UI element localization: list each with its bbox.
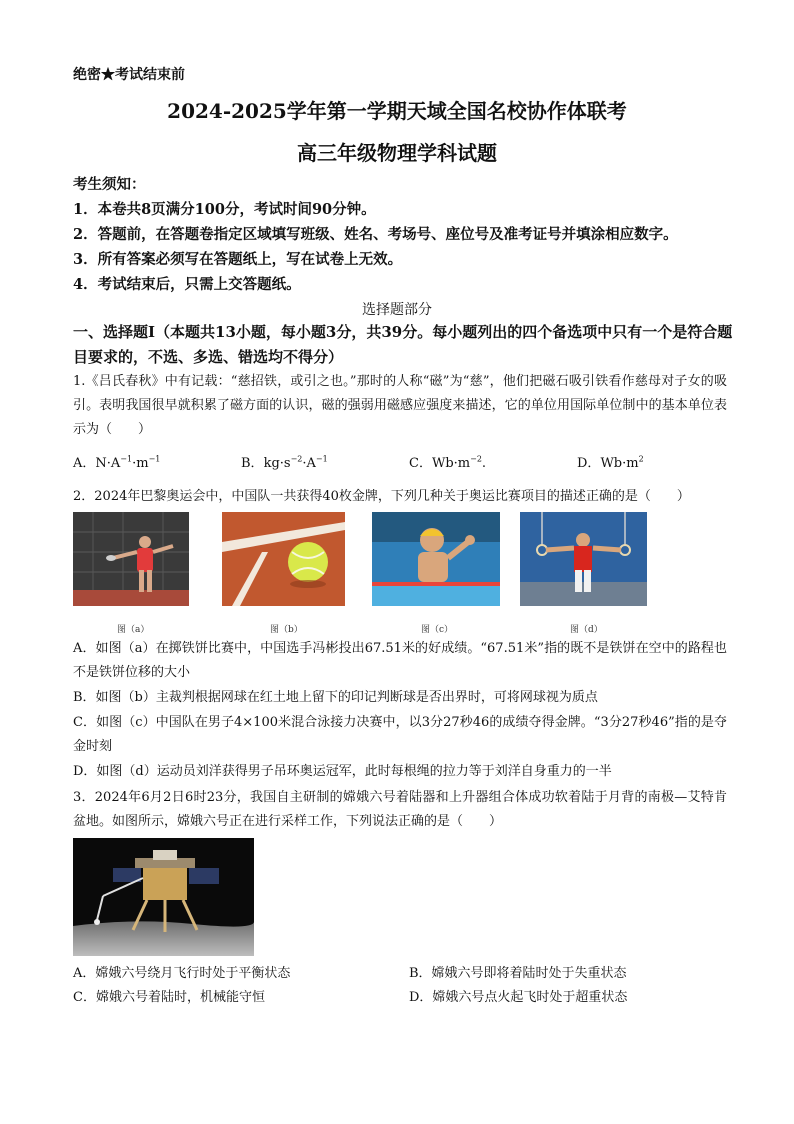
q1-stem: 1.《吕氏春秋》中有记载：“慈招铁，或引之也。”那时的人称“磁”为“慈”，他们把磁石吸引铁看作慈母对子女的吸引。表明我国很早就积累了磁方面的认识，磁的强弱用磁感应强度来描述，它的单位用国际单位制中的基本单位表示为（ ） — [73, 374, 727, 437]
q1-option-b: B．$kg\cdot s^{-2}\cdot A^{-1}$ — [241, 454, 328, 471]
q1-option-d: D．$Wb\cdot m^2$ — [577, 454, 644, 471]
tennis-illustration — [222, 512, 345, 606]
figure-caption-d: 图（d） — [570, 625, 603, 635]
q3-stem: 3．2024年6月2日6时23分，我国自主研制的嫦娥六号着陆器和上升器组合体成功软着陆于月背的南极—艾特肯盆地。如图所示，嫦娥六号正在进行采样工作，下列说法正确的是（ ） — [73, 790, 727, 829]
q3-option-d: D．嫦娥六号点火起飞时处于超重状态 — [409, 990, 628, 1005]
section-title: 选择题部分 — [362, 302, 432, 318]
notice-item: 4．考试结束后，只需上交答题纸。 — [73, 276, 301, 293]
q1-option-c: C．$Wb\cdot m^{-2}$. — [409, 454, 487, 471]
q2-option-d: D．如图（d）运动员刘洋获得男子吊环奥运冠军，此时每根绳的拉力等于刘洋自身重力的一半 — [73, 764, 612, 779]
q3-option-a: A．嫦娥六号绕月飞行时处于平衡状态 — [73, 966, 291, 981]
photo-rings-gymnast — [520, 512, 647, 606]
lander-illustration — [73, 838, 254, 956]
exam-subtitle: 高三年级物理学科试题 — [297, 141, 497, 165]
notice-block — [73, 172, 678, 297]
discus-illustration — [73, 512, 189, 606]
notice-item: 2．答题前，在答题卷指定区域填写班级、姓名、考场号、座位号及准考证号并填涂相应数字。 — [73, 226, 678, 243]
exam-title: 2024-2025学年第一学期天域全国名校协作体联考 — [167, 99, 627, 123]
photo-tennis-ball — [222, 512, 345, 606]
part-heading: 一、选择题Ⅰ（本题共13小题，每小题3分，共39分。每小题列出的四个备选项中只有一个是符合题目要求的，不选、多选、错选均不得分） — [73, 323, 733, 366]
q2-option-a: A．如图（a）在掷铁饼比赛中，中国选手冯彬投出67.51米的好成绩。“67.51米”指的既不是铁饼在空中的路程也不是铁饼位移的大小 — [73, 641, 727, 680]
notice-item: 1．本卷共8页满分100分，考试时间90分钟。 — [73, 201, 376, 218]
q3-option-b: B．嫦娥六号即将着陆时处于失重状态 — [409, 966, 627, 981]
photo-change6-lander — [73, 838, 254, 956]
q2-stem: 2．2024年巴黎奥运会中，中国队一共获得40枚金牌，下列几种关于奥运比赛项目的描述正确的是（ ） — [73, 489, 690, 504]
q2-option-b: B．如图（b）主裁判根据网球在红土地上留下的印记判断球是否出界时，可将网球视为质点 — [73, 690, 598, 705]
notice-item: 3．所有答案必须写在答题纸上，写在试卷上无效。 — [73, 251, 403, 268]
q1-option-a: A．$N\cdot A^{-1}\cdot m^{-1}$ — [73, 454, 161, 471]
photo-swimmer — [372, 512, 500, 606]
figure-caption-a: 图（a） — [117, 625, 150, 635]
figure-caption-c: 图（c） — [421, 625, 454, 635]
notice-heading: 考生须知： — [73, 176, 146, 193]
swimmer-illustration — [372, 512, 500, 606]
rings-illustration — [520, 512, 647, 606]
photo-discus-thrower — [73, 512, 189, 606]
confidential-label: 绝密★考试结束前 — [73, 67, 185, 83]
figure-caption-b: 图（b） — [270, 625, 303, 635]
q1-options — [73, 452, 733, 476]
q3-option-c: C．嫦娥六号着陆时，机械能守恒 — [73, 990, 265, 1005]
q2-option-c: C．如图（c）中国队在男子4×100米混合泳接力决赛中，以3分27秒46的成绩夺得金牌。“3分27秒46”指的是夺金时刻 — [73, 715, 727, 754]
